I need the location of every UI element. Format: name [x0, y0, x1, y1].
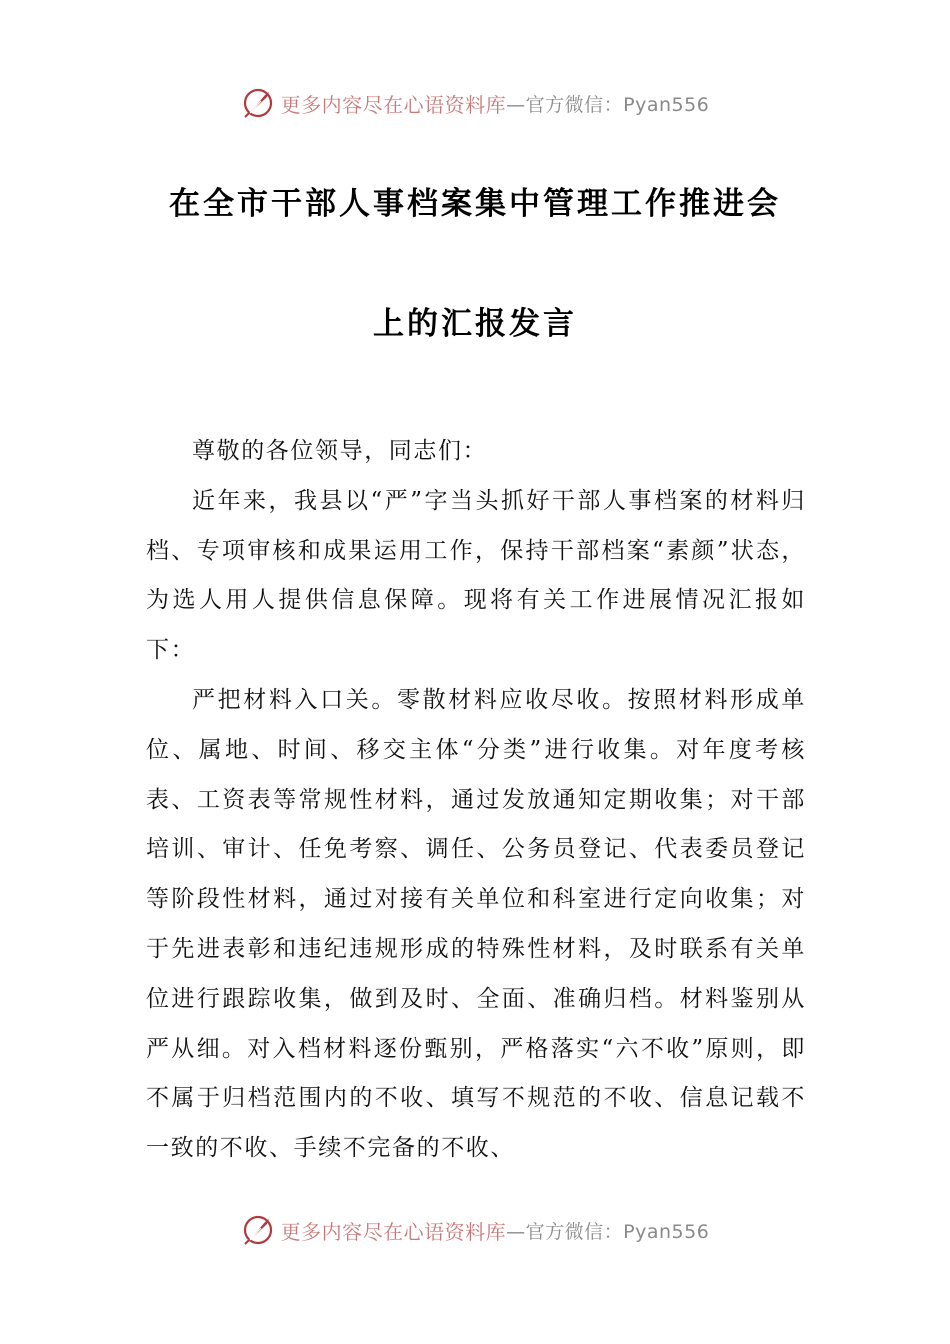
salutation-paragraph: 尊敬的各位领导，同志们： [192, 438, 488, 464]
watermark-sub-text: —官方微信：Pyan556 [506, 93, 710, 116]
document-body [146, 427, 806, 1174]
watermark-footer [0, 1210, 950, 1250]
watermark-main-text: 更多内容尽在心语资料库 [280, 92, 507, 117]
quill-logo-icon [241, 1213, 275, 1247]
document-title-line-2: 上的汇报发言 [373, 306, 577, 342]
document-title-line-1: 在全市干部人事档案集中管理工作推进会 [169, 186, 781, 222]
intro-paragraph: 近年来，我县以“严”字当头抓好干部人事档案的材料归档、专项审核和成果运用工作，保持干部档案“素颜”状态，为选人用人提供信息保障。现将有关工作进展情况汇报如下： [146, 487, 806, 664]
watermark-sub-text: —官方微信：Pyan556 [506, 1220, 710, 1243]
watermark-header [0, 83, 950, 123]
body-paragraph: 严把材料入口关。零散材料应收尽收。按照材料形成单位、属地、时间、移交主体“分类”进行收集。对年度考核表、工资表等常规性材料，通过发放通知定期收集；对干部培训、审计、任免考察、调任、公务员登记、代表委员登记等阶段性材料，通过对接有关单位和科室进行定向收集；对于先进表彰和违纪违规形成的特殊性材料，及时联系有关单位进行跟踪收集，做到及时、全面、准确归档。材料鉴别从严从细。对入档材料逐份甄别，严格落实“六不收”原则，即不属于归档范围内的不收、填写不规范的不收、信息记载不一致的不收、手续不完备的不收、 [146, 686, 806, 1162]
watermark-main-text: 更多内容尽在心语资料库 [280, 1219, 507, 1244]
quill-logo-icon [241, 86, 275, 120]
